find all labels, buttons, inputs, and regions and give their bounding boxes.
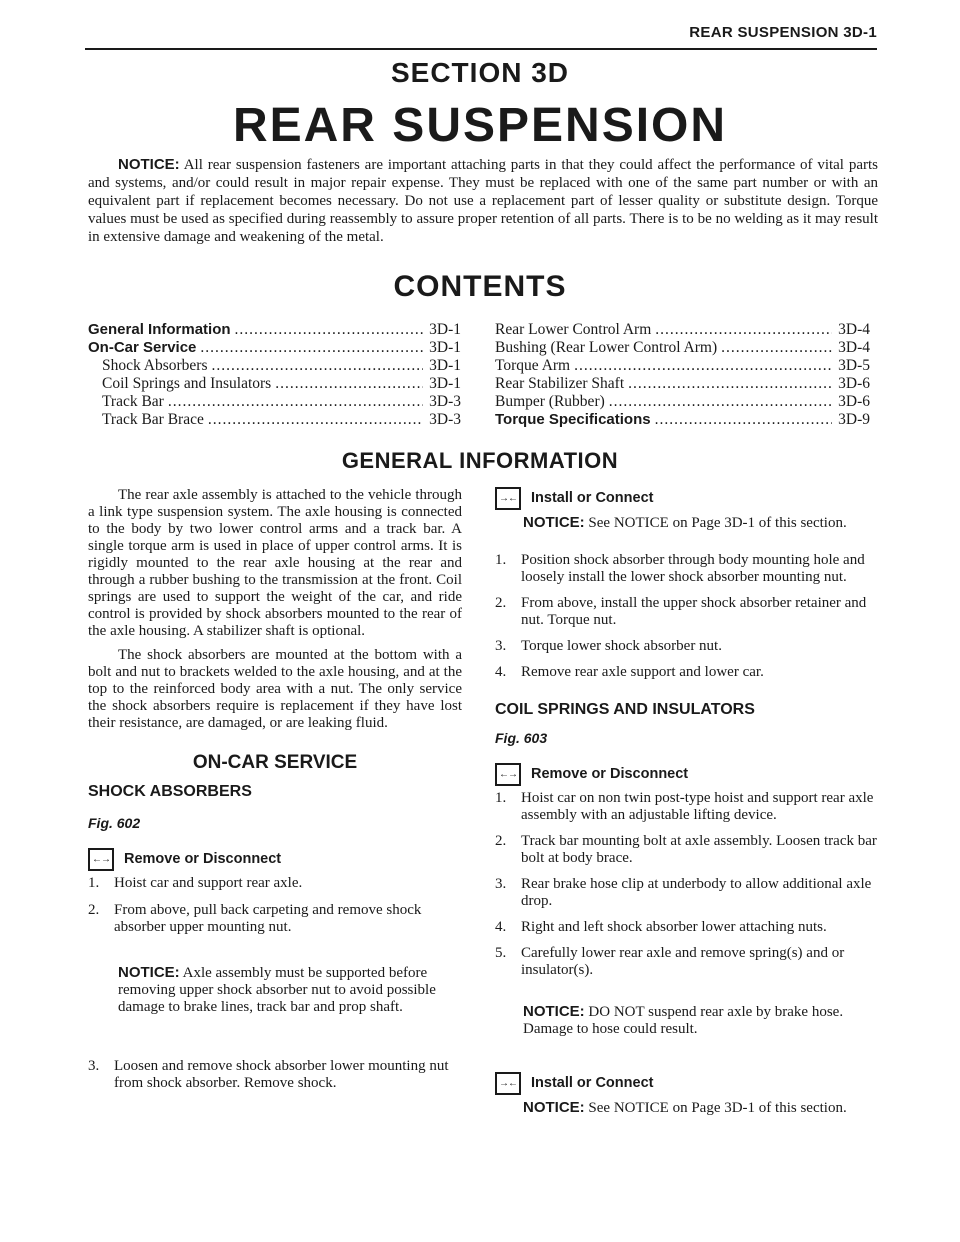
figure-reference: Fig. 603: [495, 730, 548, 746]
section-label: SECTION 3D: [390, 57, 570, 88]
notice-text: See NOTICE on Page 3D-1 of this section.: [588, 515, 847, 531]
list-item: 4. Right and left shock absorber lower attaching nuts.: [495, 919, 827, 935]
list-item: 1. Position shock absorber through body mounting hole and loosely install the lower shock absorber mounting nut.: [495, 552, 865, 585]
notice-text: Axle assembly must be supported before removing upper shock absorber nut to avoid possible damage to brake lines, track bar and prop shaft.: [118, 965, 436, 1015]
toc-entry[interactable]: Shock Absorbers ..... 3D-1: [88, 357, 461, 375]
toc-left: [88, 321, 461, 429]
list-item: 3. Loosen and remove shock absorber lower mounting nut from shock absorber. Remove shock.: [88, 1058, 449, 1091]
list-item: 3. Torque lower shock absorber nut.: [495, 638, 722, 654]
remove-disconnect-icon: ←→: [88, 848, 114, 871]
notice-text: All rear suspension fasteners are important attaching parts in that they could affect the performance of vital parts and systems, and/or could result in major repair expense. They must be replaced with one of the same part number or with an equivalent part if replacement becomes necessary. Do not use a replacement part of lesser quality or substitute design. Torque values must be used as specified during reassembly to assure proper retention of all parts. There is to be no welding as it may result in extensive damage and weakening of the metal.: [88, 157, 878, 245]
list-item: 4. Remove rear axle support and lower car.: [495, 664, 764, 680]
general-information-heading: GENERAL INFORMATION: [341, 448, 619, 473]
general-info-paragraph: The shock absorbers are mounted at the bottom with a bolt and nut to brackets welded to the axle housing, and at the top to the reinforced body area with a nut. The only service the shock absorbers require is replacement if they have lost their resistance, are damaged, or are leaking fluid.: [88, 647, 462, 731]
install-connect-icon: →←: [495, 1072, 521, 1095]
toc-entry[interactable]: On-Car Service ..... 3D-1: [88, 339, 461, 357]
remove-disconnect-label: Remove or Disconnect: [124, 851, 282, 867]
list-item: 2. Track bar mounting bolt at axle assembly. Loosen track bar bolt at body brace.: [495, 833, 877, 866]
notice-label: NOTICE:: [118, 964, 180, 981]
toc-entry[interactable]: Track Bar ..... 3D-3: [88, 393, 461, 411]
install-notice: [495, 1099, 877, 1117]
intro-notice: [88, 156, 878, 246]
contents-heading: CONTENTS: [393, 270, 567, 303]
install-connect-icon: →←: [495, 487, 521, 510]
page-header: [85, 22, 877, 50]
coil-springs-heading: COIL SPRINGS AND INSULATORS: [495, 701, 755, 718]
list-item: 1. Hoist car on non twin post-type hoist and support rear axle assembly with an adjustable lifting device.: [495, 790, 874, 823]
remove-disconnect-icon: ←→: [495, 763, 521, 786]
install-connect-step: [495, 487, 877, 510]
install-notice: [495, 514, 877, 532]
on-car-service-heading: ON-CAR SERVICE: [192, 752, 358, 773]
install-connect-label: Install or Connect: [531, 1075, 654, 1091]
shock-absorbers-heading: SHOCK ABSORBERS: [88, 783, 252, 800]
list-item: 1. Hoist car and support rear axle.: [88, 875, 303, 891]
toc-entry[interactable]: Torque Arm ..... 3D-5: [495, 357, 870, 375]
general-info-paragraph: The rear axle assembly is attached to the vehicle through a link type suspension system. The axle housing is connected to the body by two lower control arms and a track bar. A single torque arm is used in place of upper control arms. It is rigidly mounted to the rear axle housing at the rear and through a rubber bushing to the transmission at the front. Coil springs are used to support the weight of the car, and ride control is provided by shock absorbers mounted to the rear of the axle housing. A stabilizer shaft is optional.: [88, 487, 462, 639]
toc-entry[interactable]: General Information ..... 3D-1: [88, 321, 461, 339]
install-connect-step: [495, 1072, 877, 1095]
toc-entry[interactable]: Bumper (Rubber) ..... 3D-6: [495, 393, 870, 411]
list-item: 2. From above, install the upper shock absorber retainer and nut. Torque nut.: [495, 595, 867, 628]
notice-text: DO NOT suspend rear axle by brake hose. Damage to hose could result.: [523, 1004, 844, 1037]
brake-hose-notice: [495, 1003, 877, 1038]
toc-right: [495, 321, 870, 429]
notice-label: NOTICE:: [118, 156, 180, 173]
right-column: [495, 487, 877, 1117]
list-item: 5. Carefully lower rear axle and remove spring(s) and or insulator(s).: [495, 945, 845, 978]
notice-label: NOTICE:: [523, 514, 585, 531]
notice-label: NOTICE:: [523, 1003, 585, 1020]
list-item: 3. Rear brake hose clip at underbody to allow additional axle drop.: [495, 876, 872, 909]
toc-entry[interactable]: Torque Specifications ..... 3D-9: [495, 411, 870, 429]
toc-entry[interactable]: Coil Springs and Insulators ..... 3D-1: [88, 375, 461, 393]
figure-reference: Fig. 602: [88, 815, 141, 831]
toc-entry[interactable]: Bushing (Rear Lower Control Arm) ..... 3D-4: [495, 339, 870, 357]
list-item: 2. From above, pull back carpeting and remove shock absorber upper mounting nut.: [88, 902, 422, 935]
toc-entry[interactable]: Track Bar Brace ..... 3D-3: [88, 411, 461, 429]
notice-text: See NOTICE on Page 3D-1 of this section.: [588, 1100, 847, 1116]
install-connect-label: Install or Connect: [531, 490, 654, 506]
remove-disconnect-step: [495, 763, 877, 786]
left-column: [88, 487, 462, 1092]
toc-entry[interactable]: Rear Stabilizer Shaft ..... 3D-6: [495, 375, 870, 393]
remove-disconnect-step: [88, 848, 462, 871]
page-title: REAR SUSPENSION: [232, 99, 728, 152]
remove-disconnect-label: Remove or Disconnect: [531, 766, 689, 782]
toc-entry[interactable]: Rear Lower Control Arm ..... 3D-4: [495, 321, 870, 339]
notice-label: NOTICE:: [523, 1099, 585, 1116]
running-header-title: REAR SUSPENSION 3D-1: [689, 24, 877, 41]
axle-support-notice: [88, 964, 462, 1016]
